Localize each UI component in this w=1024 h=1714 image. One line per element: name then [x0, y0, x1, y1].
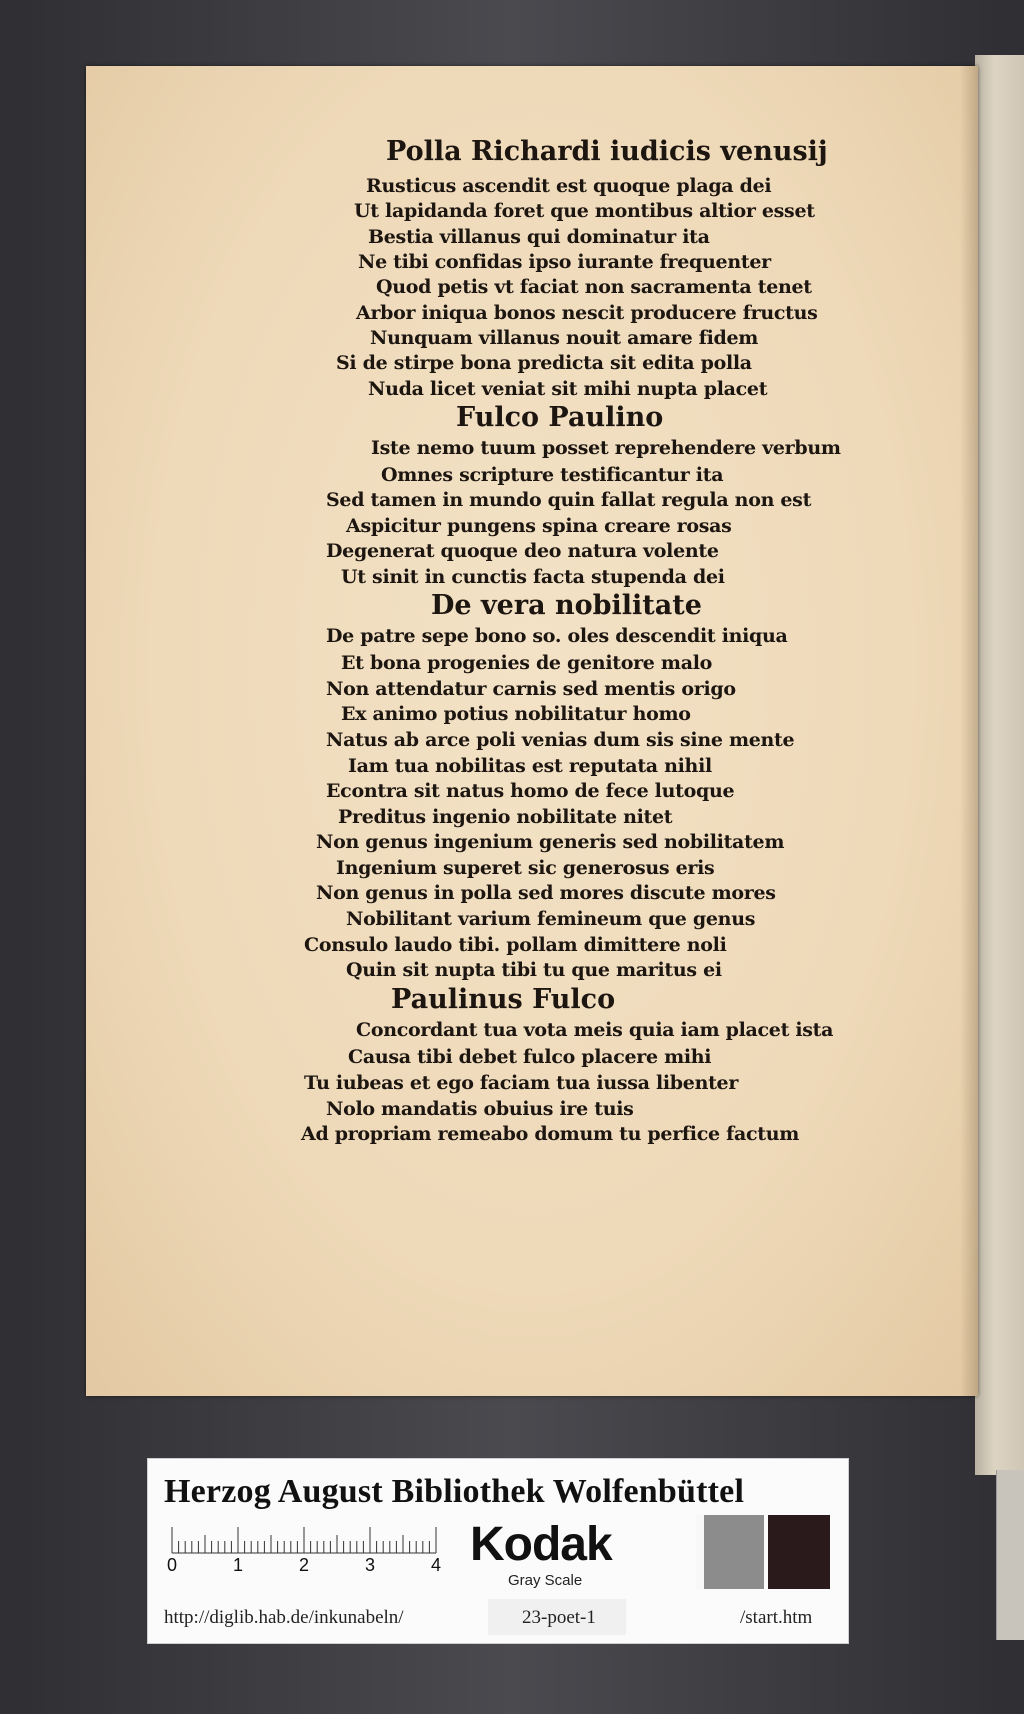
book-page [86, 66, 978, 1396]
verse-line: Iste nemo tuum posset reprehendere verbum [371, 437, 841, 459]
section-heading: Polla Richardi iudicis venusij [386, 136, 828, 167]
ruler-number: 2 [299, 1555, 310, 1575]
verse-line: Omnes scripture testificantur ita [381, 464, 724, 486]
verse-line: Non genus ingenium generis sed nobilitatem [316, 831, 785, 853]
verse-line: Bestia villanus qui dominatur ita [368, 226, 710, 248]
verse-line: Consulo laudo tibi. pollam dimittere noli [304, 934, 727, 956]
verse-line: Sed tamen in mundo quin fallat regula non est [326, 489, 812, 511]
verse-line: Nolo mandatis obuius ire tuis [326, 1098, 634, 1120]
verse-line: Causa tibi debet fulco placere mihi [348, 1046, 712, 1068]
ruler-number: 0 [167, 1555, 178, 1575]
gray-swatch-dark [768, 1515, 830, 1589]
gray-swatch-mid [704, 1515, 764, 1589]
ruler-number: 1 [233, 1555, 244, 1575]
adjacent-leaf [975, 55, 1024, 1475]
verse-line: Degenerat quoque deo natura volente [326, 540, 719, 562]
verse-line: Econtra sit natus homo de fece lutoque [326, 780, 735, 802]
verse-line: Natus ab arce poli venias dum sis sine mente [326, 729, 795, 751]
verse-line: Ut lapidanda foret que montibus altior esset [354, 200, 815, 222]
page-fold-shadow [960, 66, 978, 1396]
verse-line: Quod petis vt faciat non sacramenta tenet [376, 276, 812, 298]
verse-line: Et bona progenies de genitore malo [341, 652, 713, 674]
verse-line: Ut sinit in cunctis facta stupenda dei [341, 566, 725, 588]
verse-line: Nunquam villanus nouit amare fidem [370, 327, 759, 349]
verse-line: De patre sepe bono so. oles descendit iniqua [326, 625, 788, 647]
verse-line: Non attendatur carnis sed mentis origo [326, 678, 736, 700]
verse-line: Non genus in polla sed mores discute mores [316, 882, 776, 904]
ruler-number: 3 [365, 1555, 376, 1575]
library-reference-card [147, 1458, 849, 1644]
verse-line: Ingenium superet sic generosus eris [336, 857, 715, 879]
url-id: 23-poet-1 [522, 1607, 596, 1628]
verse-line: Ex animo potius nobilitatur homo [341, 703, 691, 725]
verse-line: Ne tibi confidas ipso iurante frequenter [358, 251, 771, 273]
section-heading: De vera nobilitate [431, 590, 702, 621]
verse-line: Iam tua nobilitas est reputata nihil [348, 755, 712, 777]
verse-line: Nuda licet veniat sit mihi nupta placet [368, 378, 768, 400]
section-heading: Paulinus Fulco [391, 984, 616, 1015]
ruler-scale [168, 1525, 458, 1569]
ruler-number: 4 [431, 1555, 442, 1575]
verse-line: Quin sit nupta tibi tu que maritus ei [346, 959, 722, 981]
url-suffix: /start.htm [740, 1607, 813, 1628]
verse-line: Rusticus ascendit est quoque plaga dei [366, 175, 772, 197]
verse-line: Ad propriam remeabo domum tu perfice factum [301, 1123, 800, 1145]
card-title: Herzog August Bibliothek Wolfenbüttel [164, 1473, 745, 1510]
url-base: http://diglib.hab.de/inkunabeln/ [164, 1607, 404, 1628]
verse-line: Aspicitur pungens spina creare rosas [346, 515, 732, 537]
page-text [86, 66, 978, 1396]
verse-line: Arbor iniqua bonos nescit producere fructus [356, 302, 818, 324]
section-heading: Fulco Paulino [456, 402, 664, 433]
kodak-logo-text: Kodak [470, 1518, 612, 1571]
verse-line: Preditus ingenio nobilitate nitet [338, 806, 673, 828]
verse-line: Nobilitant varium femineum que genus [346, 908, 756, 930]
kodak-subtitle: Gray Scale [508, 1572, 583, 1589]
verse-line: Tu iubeas et ego faciam tua iussa libenter [304, 1072, 739, 1094]
verse-line: Si de stirpe bona predicta sit edita polla [336, 352, 752, 374]
adjacent-leaf-tab [996, 1470, 1024, 1640]
verse-line: Concordant tua vota meis quia iam placet ista [356, 1019, 834, 1041]
